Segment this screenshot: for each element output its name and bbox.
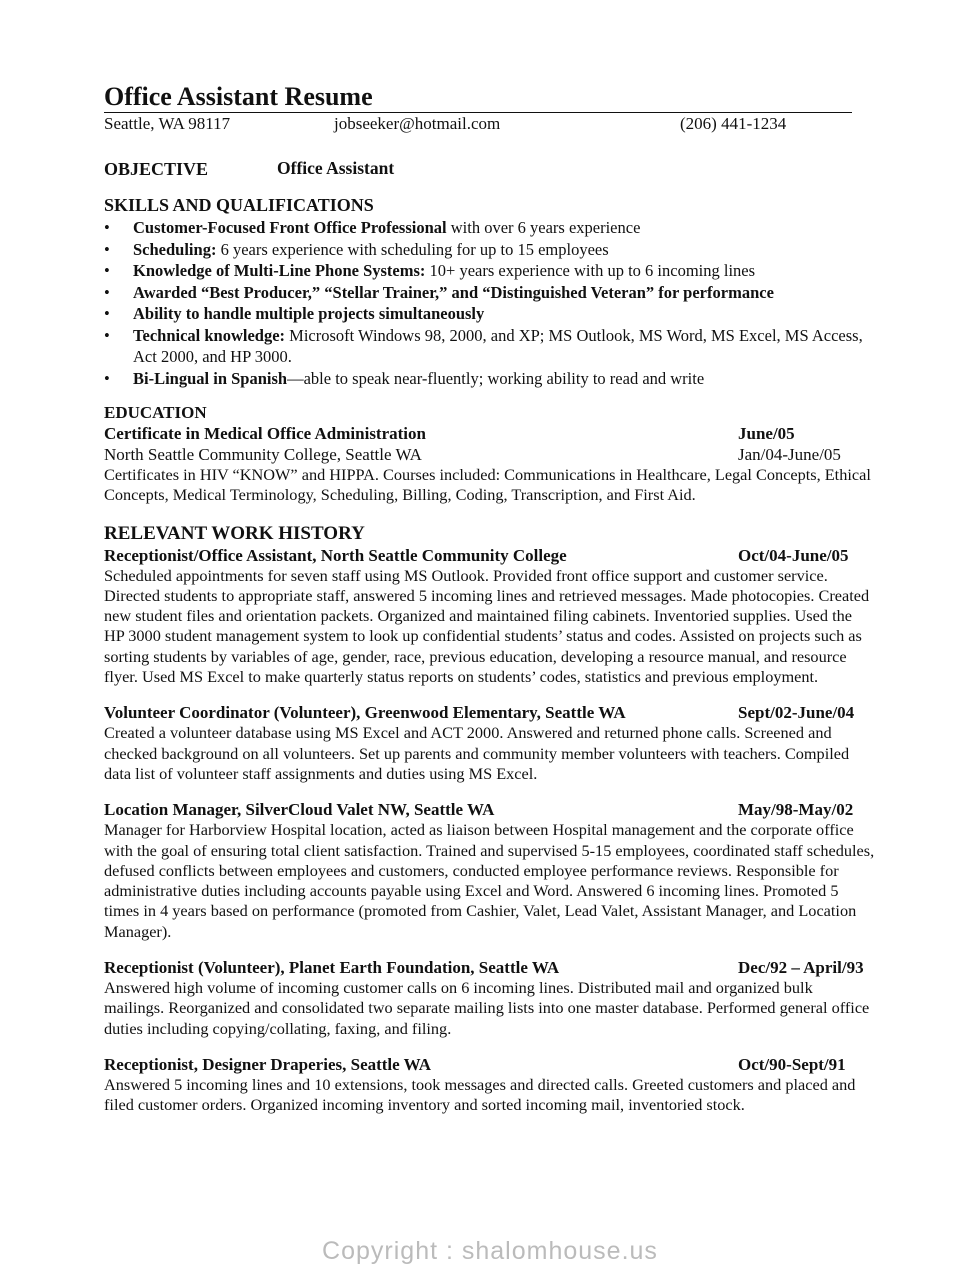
job-header: [104, 545, 876, 566]
bullet-icon: •: [104, 239, 110, 259]
job-description: Created a volunteer database using MS Excel and ACT 2000. Answered and returned phone calls. Screened and checked background on all volunteers. Set up parents and community member volunteers with teachers. Compiled data list of volunteer staff assignments and duties using MS Excel.: [104, 723, 850, 783]
skill-bold-text: Customer-Focused Front Office Professional: [133, 218, 447, 237]
bullet-icon: •: [104, 261, 110, 280]
skill-bold-text: Awarded “Best Producer,” “Stellar Trainer,” and “Distinguished Veteran” for performance: [133, 282, 774, 302]
skill-item: [104, 282, 876, 304]
job-title: Receptionist, Designer Draperies, Seattle WA: [104, 1054, 432, 1074]
skill-bold-text: Ability to handle multiple projects simultaneously: [133, 304, 485, 323]
work-history-list: [104, 545, 876, 1116]
skill-item: [104, 217, 876, 239]
contact-phone: (206) 441-1234: [680, 114, 787, 133]
skill-text: 6 years experience with scheduling for up to 15 employees: [216, 239, 609, 259]
education-school: North Seattle Community College, Seattle WA: [104, 445, 422, 464]
resume-title: Office Assistant Resume: [104, 82, 852, 113]
job-dates: Dec/92 – April/93: [738, 958, 864, 978]
job-title: Location Manager, SilverCloud Valet NW, Seattle WA: [104, 800, 495, 820]
job-dates: Oct/04-June/05: [738, 545, 849, 565]
bullet-icon: •: [104, 325, 110, 345]
job-entry: [104, 702, 876, 784]
objective-line: [104, 158, 876, 180]
skill-text: 10+ years experience with up to 6 incoming lines: [425, 261, 756, 280]
bullet-icon: •: [104, 282, 110, 302]
education-school-dates: Jan/04-June/05: [738, 445, 841, 464]
objective-value: Office Assistant: [277, 158, 395, 178]
job-entry: [104, 545, 876, 688]
job-header: [104, 702, 876, 723]
education-heading: EDUCATION: [104, 403, 207, 422]
contact-line: [104, 113, 876, 135]
skill-text: —able to speak near-fluently; working ability to read and write: [287, 368, 705, 388]
skill-bold-text: Scheduling:: [133, 239, 217, 259]
job-dates: May/98-May/02: [738, 800, 854, 820]
job-dates: Oct/90-Sept/91: [738, 1054, 846, 1074]
skill-bold-text: Technical knowledge:: [133, 325, 286, 345]
skill-text: Microsoft Windows 98, 2000, and XP; MS Outlook, MS Word, MS Excel, MS Access, Act 2000, and HP 3000.: [133, 325, 863, 366]
bullet-icon: •: [104, 218, 110, 237]
job-description: Scheduled appointments for seven staff using MS Outlook. Provided front office support and customer service. Directed students to appropriate staff, answered 5 incoming lines and retrieved messages. Made photocopies. Created new student files and orientation packets. Organized and maintained filing cabinets. Inventoried supplies. Used the HP 3000 student management system to look up confidential students’ status and codes. Assisted on projects such as sorting students by variables of age, gender, race, previous education, developing a resource manual, and resource flyer. Used MS Excel to make quarterly status reports on students’ codes, statistics and previous employment.: [104, 565, 870, 687]
education-degree: Certificate in Medical Office Administration: [104, 424, 426, 443]
skill-item: [104, 368, 876, 390]
contact-email: jobseeker@hotmail.com: [334, 114, 501, 133]
skill-bold-text: Bi-Lingual in Spanish: [133, 368, 288, 388]
job-description: Answered 5 incoming lines and 10 extensions, took messages and directed calls. Greeted customers and placed and filed customer orders. Organized incoming inventory and sorted incoming mail, inventoried stock.: [104, 1074, 856, 1115]
education-degree-date: June/05: [738, 424, 795, 443]
education-school-row: [104, 444, 876, 465]
job-title: Receptionist/Office Assistant, North Seattle Community College: [104, 545, 567, 565]
contact-location: Seattle, WA 98117: [104, 114, 231, 133]
education-degree-row: [104, 423, 876, 444]
job-entry: [104, 957, 876, 1039]
skill-bold-text: Knowledge of Multi-Line Phone Systems:: [133, 261, 426, 280]
job-header: [104, 1054, 876, 1075]
bullet-icon: •: [104, 368, 110, 388]
work-heading: RELEVANT WORK HISTORY: [104, 522, 365, 544]
skill-item: [104, 260, 876, 282]
job-entry: [104, 799, 876, 942]
resume-page: [104, 82, 876, 1116]
skill-text: with over 6 years experience: [446, 218, 641, 237]
skills-heading: SKILLS AND QUALIFICATIONS: [104, 195, 374, 215]
skills-list: [104, 217, 876, 389]
bullet-icon: •: [104, 304, 110, 323]
job-header: [104, 799, 876, 820]
skill-item: [104, 303, 876, 325]
copyright-watermark: Copyright : shalomhouse.us: [322, 1237, 658, 1265]
objective-label: OBJECTIVE: [104, 159, 209, 179]
job-header: [104, 957, 876, 978]
job-dates: Sept/02-June/04: [738, 703, 855, 723]
job-entry: [104, 1054, 876, 1116]
job-title: Volunteer Coordinator (Volunteer), Greenwood Elementary, Seattle WA: [104, 703, 626, 723]
skill-item: [104, 325, 876, 368]
skill-item: [104, 239, 876, 261]
job-description: Answered high volume of incoming customer calls on 6 incoming lines. Distributed mail and organized bulk mailings. Reorganized and consolidated two separate mailing lists into one master database. Performed general office duties including copying/collating, faxing, and filing.: [104, 978, 870, 1038]
education-description: Certificates in HIV “KNOW” and HIPPA. Courses included: Communications in Healthcare, Legal Concepts, Ethical Concepts, Medical Terminology, Scheduling, Billing, Coding, Transcription, and First Aid.: [104, 465, 871, 505]
job-title: Receptionist (Volunteer), Planet Earth Foundation, Seattle WA: [104, 958, 560, 978]
job-description: Manager for Harborview Hospital location, acted as liaison between Hospital management and the corporate office with the goal of ensuring total client satisfaction. Trained and supervised 5-15 employees, coordinated staff schedules, defused conflicts between employees and customers, conducted employee performance reviews. Responsible for administrative duties including accounts payable using Excel and Word. Answered 6 incoming lines. Promoted 5 times in 4 years based on performance (promoted from Cashier, Valet, Lead Valet, Assistant Manager, and Location Manager).: [104, 820, 875, 941]
